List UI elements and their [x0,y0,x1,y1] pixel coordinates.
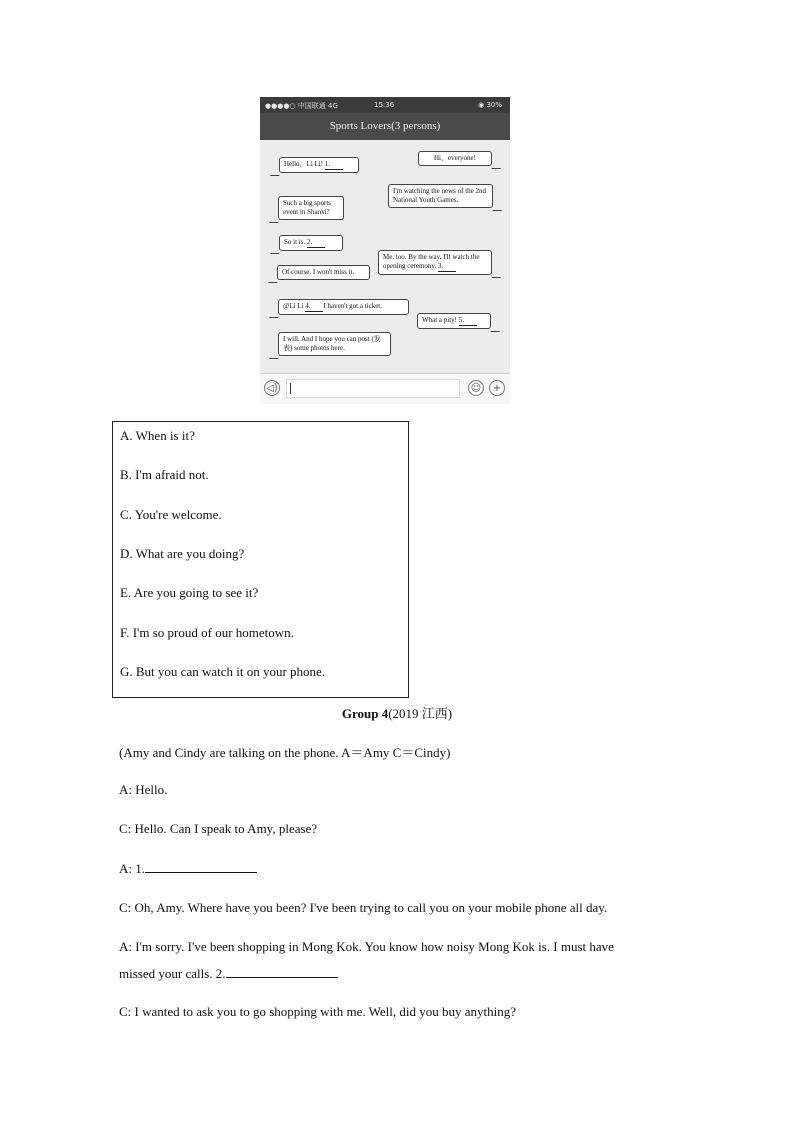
plus-icon[interactable]: + [489,380,505,396]
dialogue-line-continued: missed your calls. 2. [119,965,338,982]
answer-blank [226,965,338,978]
battery-status: ◉ 30% [478,101,502,109]
message-bubble: Hello，Li Li! 1. [279,157,359,173]
message-bubble: So it is. 2. [279,235,343,251]
status-bar [260,97,510,113]
dialogue-line: C: Hello. Can I speak to Amy, please? [119,821,318,836]
option-c: C. You're welcome. [120,507,222,522]
status-time: 15:36 [374,101,395,109]
answer-blank: 1. [325,160,343,170]
dialogue-intro: (Amy and Cindy are talking on the phone. A＝Amy C＝Cindy) [119,745,451,760]
answer-blank [145,860,257,873]
answer-blank: 3. [438,262,456,272]
message-bubble: Such a big sports event in Shanxi? [278,196,344,220]
chat-messages [260,140,510,370]
dialogue-line: A: 1. [119,860,257,877]
dialogue-line: A: Hello. [119,782,168,797]
dialogue-line: C: Oh, Amy. Where have you been? I've been trying to call you on your mobile phone all day. [119,900,608,915]
option-g: G. But you can watch it on your phone. [120,664,326,679]
option-e: E. Are you going to see it? [120,585,259,600]
answer-blank: 2. [307,238,325,248]
answer-blank: 5. [459,316,477,326]
chat-title: Sports Lovers(3 persons) [260,113,510,140]
message-bubble: What a pity! 5. [417,313,491,329]
option-f: F. I'm so proud of our hometown. [120,625,294,640]
message-bubble: Hi，everyone! [418,151,492,166]
message-input[interactable] [286,379,460,398]
group-title: Group 4(2019 江西) [341,706,453,721]
option-b: B. I'm afraid not. [120,467,209,482]
dialogue-line: A: I'm sorry. I've been shopping in Mong Kok. You know how noisy Mong Kok is. I must have [119,939,614,954]
option-a: A. When is it? [120,428,195,443]
carrier-signal: ●●●●○ 中国联通 4G [265,102,338,110]
chat-input-bar [260,373,510,404]
emoji-icon[interactable]: ☺ [468,380,484,396]
answer-options-box [112,421,409,698]
voice-icon[interactable]: ◁) [264,380,280,396]
answer-blank: 4. [305,302,323,312]
option-d: D. What are you doing? [120,546,245,561]
dialogue-line: C: I wanted to ask you to go shopping with me. Well, did you buy anything? [119,1004,516,1019]
message-bubble: I will. And I hope you can post (发表) some photos here. [278,332,391,356]
message-bubble: Me, too. By the way, I'll watch the opening ceremony. 3. [378,250,492,275]
message-bubble: @Li Li 4. I haven't got a ticket. [278,299,409,315]
chat-screenshot [260,97,510,404]
message-bubble: Of course. I won't miss it. [277,265,370,280]
message-bubble: I'm watching the news of the 2nd National Youth Games. [388,184,493,208]
